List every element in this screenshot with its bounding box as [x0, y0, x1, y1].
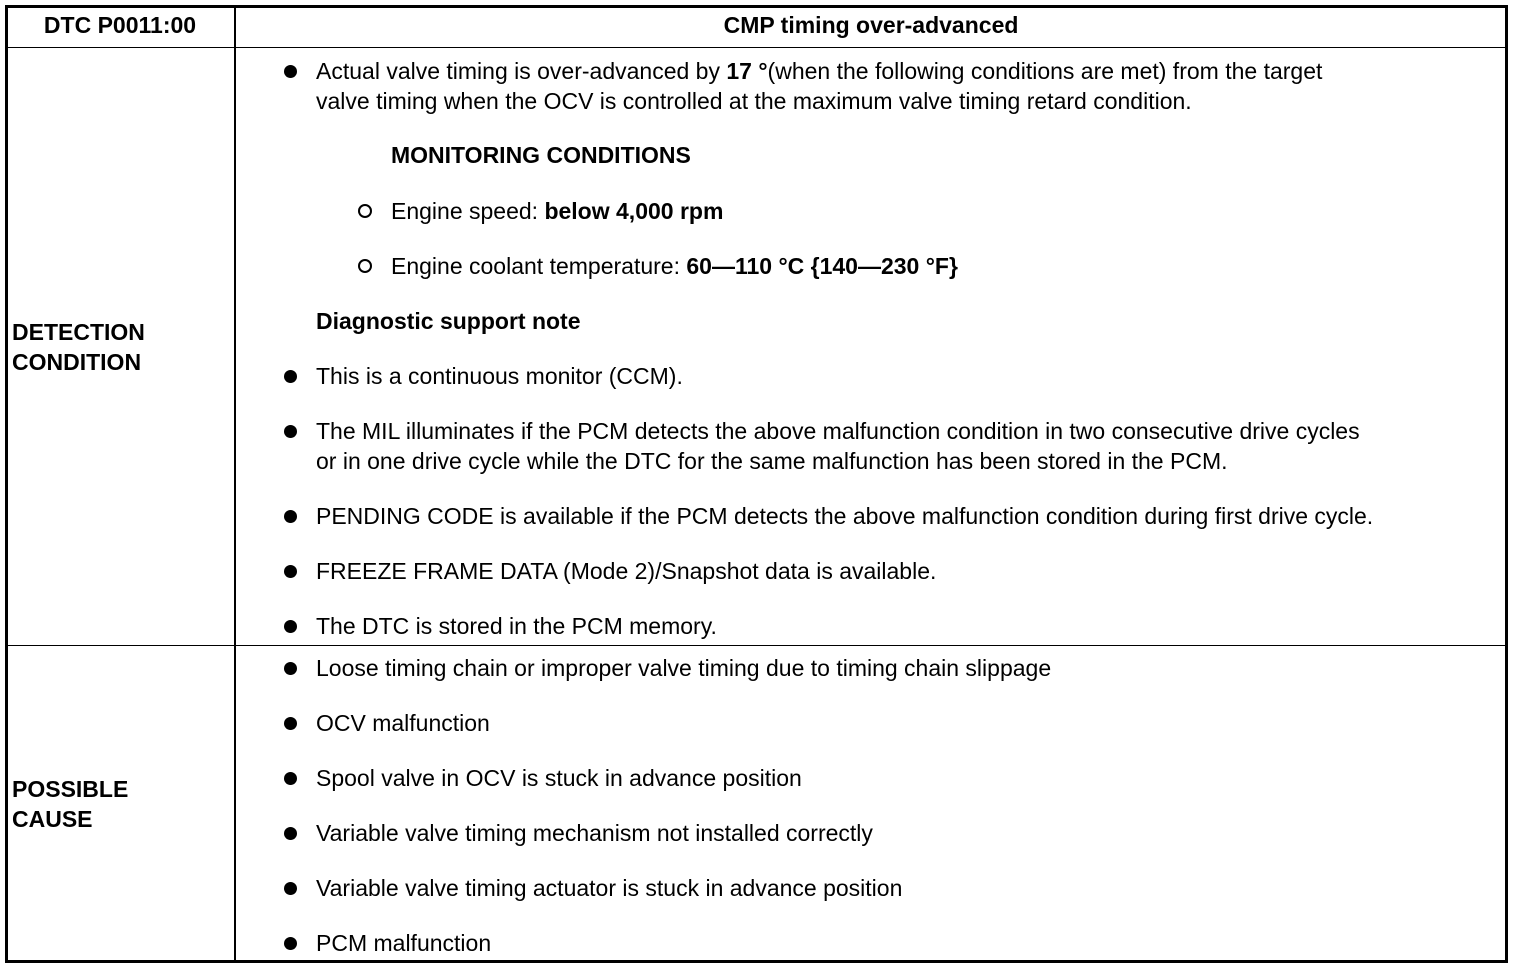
detection-line-2: valve timing when the OCV is controlled at the maximum valve timing retard condition.	[316, 88, 1192, 114]
bullet-icon	[284, 370, 297, 383]
bullet-icon	[284, 620, 297, 633]
bullet-icon	[284, 510, 297, 523]
bullet-icon	[284, 937, 297, 950]
possible-cause-label: POSSIBLE CAUSE	[12, 776, 129, 832]
detection-line-1: Actual valve timing is over-advanced by 17 °(when the following conditions are met) from the target	[316, 58, 1323, 84]
column-divider	[234, 5, 236, 963]
bullet-icon	[284, 65, 297, 78]
circle-bullet-icon	[358, 259, 372, 273]
detection-condition-label: DETECTION CONDITION	[12, 319, 145, 375]
circle-bullet-icon	[358, 204, 372, 218]
cause-item: Variable valve timing actuator is stuck in advance position	[316, 875, 903, 901]
cause-item: Variable valve timing mechanism not installed correctly	[316, 820, 873, 846]
note-4: FREEZE FRAME DATA (Mode 2)/Snapshot data is available.	[316, 558, 937, 584]
support-note-heading: Diagnostic support note	[316, 308, 581, 334]
cause-item: PCM malfunction	[316, 930, 492, 956]
bullet-icon	[284, 565, 297, 578]
condition-coolant-temp: Engine coolant temperature: 60—110 °C {140—230 °F}	[391, 253, 958, 279]
bullet-icon	[284, 772, 297, 785]
bullet-icon	[284, 425, 297, 438]
dtc-title: CMP timing over-advanced	[723, 12, 1019, 38]
note-2-line-1: The MIL illuminates if the PCM detects the above malfunction condition in two consecutive drive cycles	[316, 418, 1360, 444]
monitoring-heading: MONITORING CONDITIONS	[391, 142, 691, 168]
cause-item: Spool valve in OCV is stuck in advance position	[316, 765, 802, 791]
note-3: PENDING CODE is available if the PCM detects the above malfunction condition during first drive cycle.	[316, 503, 1374, 529]
row-divider	[5, 645, 1508, 646]
bullet-icon	[284, 717, 297, 730]
dtc-code: DTC P0011:00	[43, 12, 197, 38]
bullet-icon	[284, 882, 297, 895]
note-1: This is a continuous monitor (CCM).	[316, 363, 683, 389]
bullet-icon	[284, 827, 297, 840]
note-5: The DTC is stored in the PCM memory.	[316, 613, 717, 639]
header-divider	[5, 47, 1508, 48]
cause-item: Loose timing chain or improper valve timing due to timing chain slippage	[316, 655, 1052, 681]
note-2-line-2: or in one drive cycle while the DTC for the same malfunction has been stored in the PCM.	[316, 448, 1228, 474]
bullet-icon	[284, 662, 297, 675]
condition-engine-speed: Engine speed: below 4,000 rpm	[391, 198, 724, 224]
cause-item: OCV malfunction	[316, 710, 490, 736]
